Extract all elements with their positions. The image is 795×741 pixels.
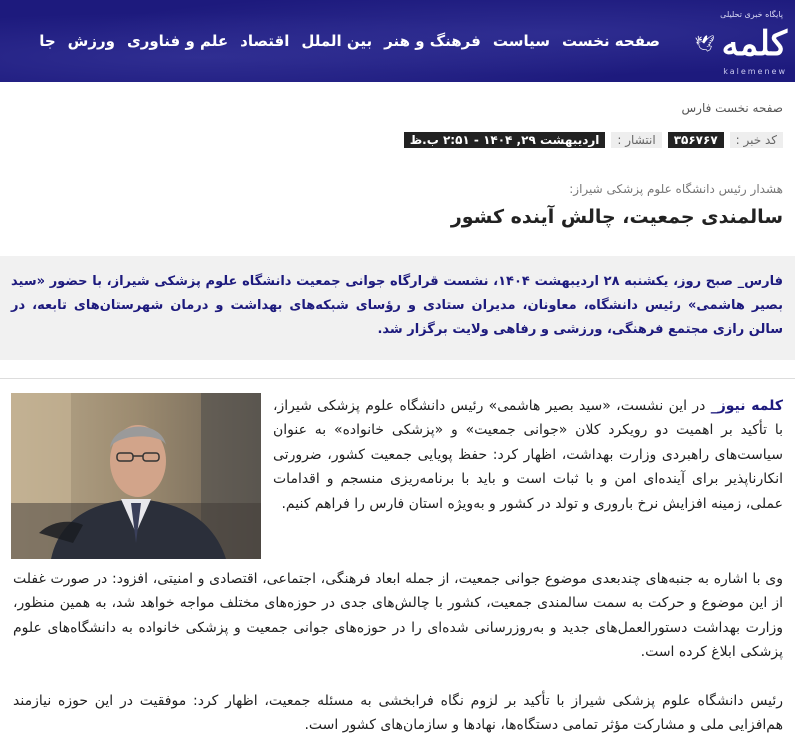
nav-item-home[interactable]: صفحه نخست [561,32,660,50]
nav-item-more[interactable]: جا [39,32,56,50]
logo-wordmark: کلمه [721,24,787,64]
article-paragraph-2: وی با اشاره به جنبه‌های چندبعدی موضوع جوانی جمعیت، از جمله ابعاد فرهنگی، اجتماعی، اقتصادی و امنیتی، افزود: در صورت غفلت از این موضوع و حرکت به سمت سالمندی جمعیت، کشور با چالش‌های جدی در حوزه‌های مختلف مواجه خواهد شد، به همین منظور، وزارت بهداشت دستورالعمل‌های جدید و به‌روزرسانی شده‌ای را در حوزه‌های جوانی جمعیت و پزشکی خانواده به دانشگاه‌های علوم پزشکی ابلاغ کرده است. [13,571,783,661]
main-nav [39,28,660,54]
main-nav-viewport [39,0,795,82]
publish-date: اردیبهشت ۲۹, ۱۴۰۴ - ۲:۵۱ ب.ظ [404,132,606,148]
nav-item-science[interactable]: علم و فناوری [126,32,229,50]
article-photo[interactable] [11,393,261,559]
nav-item-international[interactable]: بین الملل [301,32,373,50]
site-header [0,0,795,82]
dove-icon: 🕊 [694,34,715,53]
article-meta [404,131,783,149]
publish-label: انتشار : [611,132,661,148]
article-title: سالمندی جمعیت، چالش آینده کشور [450,206,783,228]
paragraph-1-text: در این نشست، «سید بصیر هاشمی» رئیس دانشگاه علوم پزشکی شیراز، با تأکید بر اهمیت دو رویکرد کلان «جوانی جمعیت» و «پزشکی خانواده» به عنوان سیاست‌های راهبردی وزارت بهداشت، اظهار کرد: حفظ پویایی جمعیت کشور، ضرورتی انکارناپذیر برای آینده‌ای امن و با ثبات است و باید با برنامه‌ریزی منسجم و اقدامات عملی، زمینه افزایش نرخ باروری و تولد در کشور و به‌ویژه استان فارس را فراهم کنیم. [273,398,783,512]
news-code-label: کد خبر : [730,132,783,148]
nav-item-sports[interactable]: ورزش [67,32,115,50]
source-brand: کلمه نیوز_ [710,398,784,414]
article-lead: فارس_ صبح روز، یکشنبه ۲۸ اردیبهشت ۱۴۰۴، نشست قرارگاه جوانی جمعیت دانشگاه علوم پزشکی شیراز، با حضور «سید بصیر هاشمی» رئیس دانشگاه، معاونان، مدیران ستادی و رؤسای شبکه‌های بهداشت و درمان شهرستان‌های تابعه، در سالن رازی مجتمع فرهنگی، ورزشی و رفاهی ولایت برگزار شد. [11,274,783,337]
nav-item-culture[interactable]: فرهنگ و هنر [384,32,481,50]
article-lead-box [0,256,795,360]
breadcrumb[interactable]: صفحه نخست فارس [681,101,783,115]
logo-tagline: پایگاه خبری تحلیلی [720,10,783,19]
portrait-image [11,393,261,559]
article-body [0,378,795,741]
article-supertitle: هشدار رئیس دانشگاه علوم پزشکی شیراز: [569,182,783,196]
news-code-value: ۳۵۶۷۶۷ [668,132,724,148]
nav-item-politics[interactable]: سیاست [492,32,550,50]
article-paragraph-1 [273,394,783,516]
logo-domain: kalemenew [723,67,787,76]
article-paragraph-3: رئیس دانشگاه علوم پزشکی شیراز با تأکید بر لزوم نگاه فرابخشی به مسئله جمعیت، اظهار کرد: موفقیت در این حوزه نیازمند هم‌افزایی ملی و مشارکت مؤثر تمامی دستگاه‌ها، نهادها و سازمان‌های کشور است. [13,693,783,734]
nav-item-economy[interactable]: اقتصاد [240,32,290,50]
